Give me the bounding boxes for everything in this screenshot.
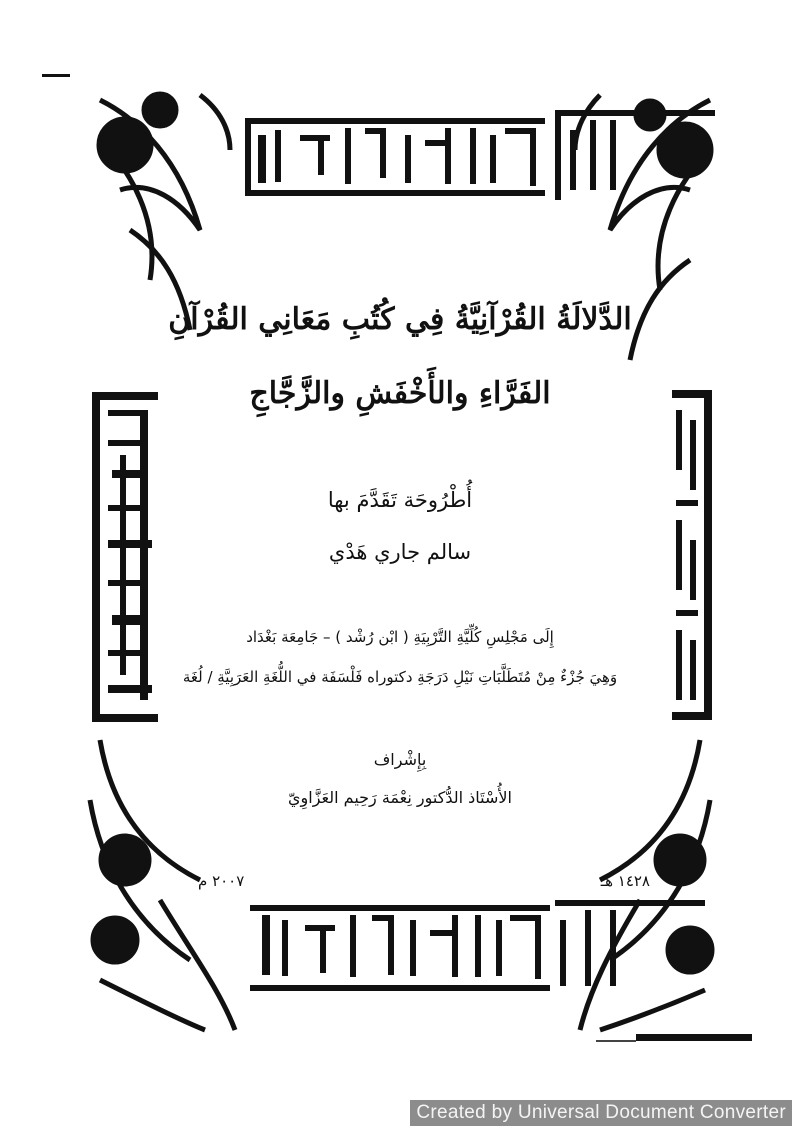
date-hijri: ١٤٢٨ هـ	[600, 872, 650, 890]
converter-watermark: Created by Universal Document Converter	[410, 1100, 792, 1126]
thesis-title-line-2: الفَرَّاءِ والأَخْفَشِ والزَّجَّاجِ	[249, 376, 551, 411]
thesis-title-line-1: الدَّلالَةُ القُرْآنِيَّةُ فِي كُتُبِ مَعَانِي القُرْآنِ	[168, 302, 632, 337]
author-name: سالم جاري هَدْي	[328, 540, 472, 564]
basmala-bottom-icon	[250, 900, 705, 991]
college-council-line: إِلَى مَجْلِسِ كُلِّيَّةِ التَّرْبِيَةِ ( ابْن رُشْد ) – جَامِعَة بَغْدَاد	[246, 628, 554, 646]
date-gregorian: ٢٠٠٧ م	[198, 872, 245, 890]
corner-ornament-top-left-icon	[99, 94, 230, 330]
left-column-calligraphy-icon	[92, 392, 158, 722]
supervisor-name: الأُسْتَاذ الدُّكتور نِعْمَة رَحِيم العَزَّاوِيّ	[288, 788, 512, 807]
right-column-calligraphy-icon	[672, 390, 712, 720]
supervision-label: بِإِشْراف	[373, 750, 427, 769]
presented-by-text: أُطْرُوحَة تَقَدَّمَ بها	[327, 488, 473, 512]
degree-requirement-line: وَهِيَ جُزْءٌ مِنْ مُتَطَلَّبَاتِ نَيْلِ دَرَجَةِ دكتوراه فَلْسَفَة في اللُّغَةِ العَرَبِيَّةِ / لُغَة	[182, 668, 618, 686]
